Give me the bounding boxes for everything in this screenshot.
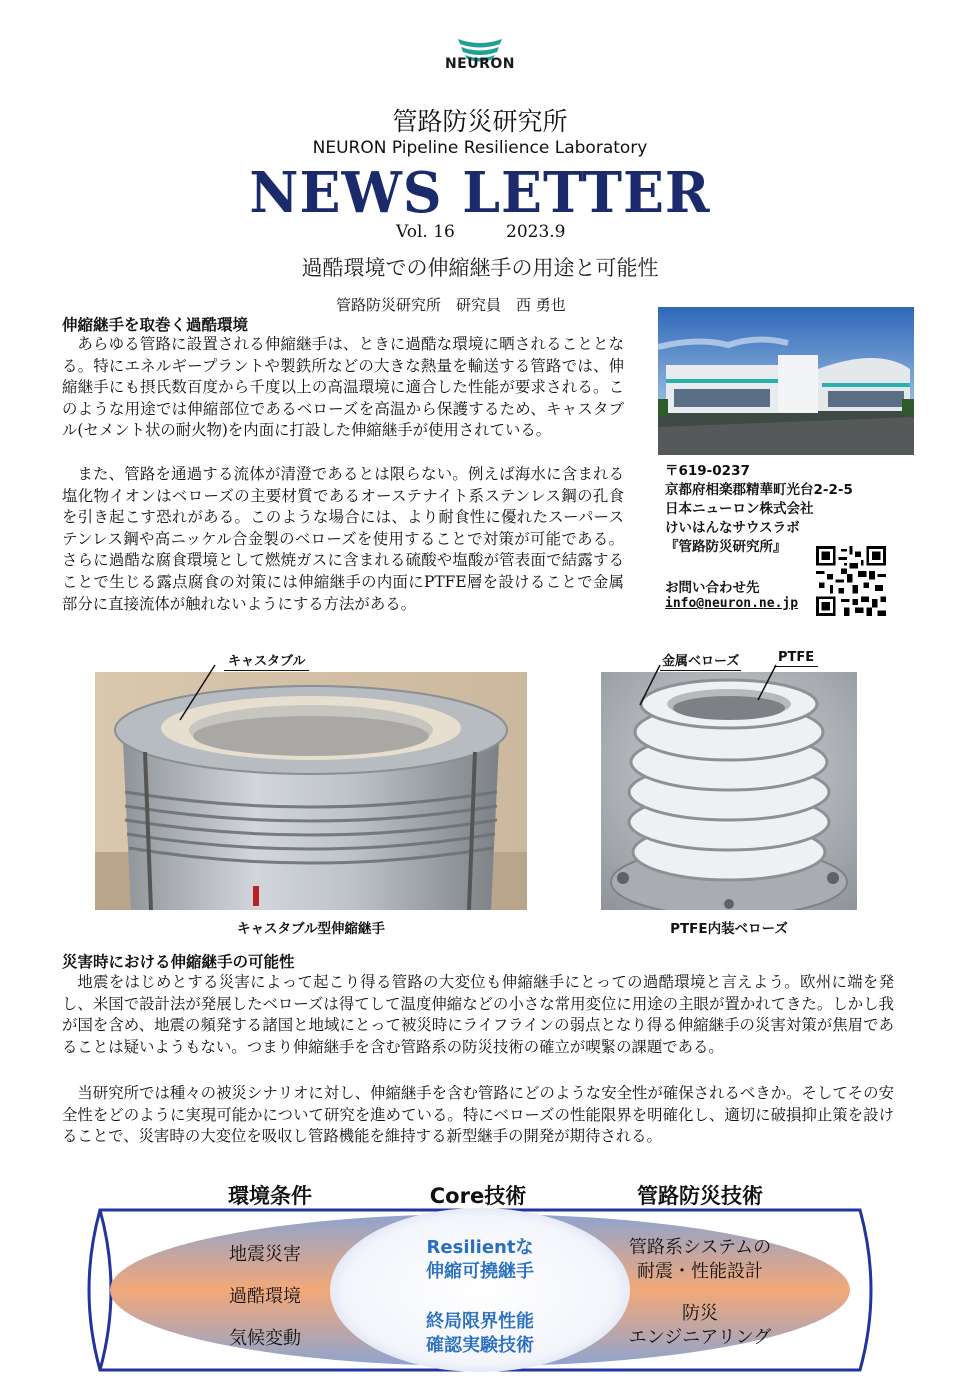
laboratory-building-photo xyxy=(658,307,914,455)
institute-name-en: NEURON Pipeline Resilience Laboratory xyxy=(312,138,648,158)
callout-metal-bellows: 金属ベローズ xyxy=(660,650,741,671)
env-item: 気候変動 xyxy=(229,1328,301,1349)
issue-date: 2023.9 xyxy=(506,222,566,242)
newsletter-title: NEWS LETTER xyxy=(249,160,711,226)
callout-castable: キャスタブル xyxy=(224,650,309,671)
column-heading-core: Core技術 xyxy=(429,1184,527,1208)
core-item-line: Resilientな xyxy=(426,1237,534,1258)
column-heading-environment: 環境条件 xyxy=(228,1184,312,1208)
lab-name: 『管路防災研究所』 xyxy=(665,539,787,555)
caption-castable-joint: キャスタブル型伸縮継手 xyxy=(237,921,385,937)
core-item-line: 確認実験技術 xyxy=(426,1335,534,1356)
pipe-concept-diagram xyxy=(0,1200,960,1387)
env-item: 過酷環境 xyxy=(229,1286,301,1307)
section-heading-harsh-environment: 伸縮継手を取巻く過酷環境 xyxy=(62,316,249,334)
core-item-line: 伸縮可撓継手 xyxy=(426,1261,534,1282)
contact-label: お問い合わせ先 xyxy=(665,580,760,596)
castable-expansion-joint-photo xyxy=(95,672,527,910)
callout-ptfe: PTFE xyxy=(774,650,818,667)
contact-email-link[interactable]: info@neuron.ne.jp xyxy=(665,596,799,611)
body-paragraph: 地震をはじめとする災害によって起こり得る管路の大変位も伸縮継手にとっての過酷環境と言えよう。欧州に端を発し、米国で設計法が発展したベローズは得てして温度伸縮などの小さな常用変位に用途の主眼が置かれてきた。しかし我が国を含め、地震の頻発する諸国と地域にとって被災時にライフラインの弱点となり得る伸縮継手の災害対策が焦眉であることは疑いようもない。つまり伸縮継手を含む管路系の防災技術の確立が喫緊の課題である。 xyxy=(62,973,894,1056)
tech-item-line: エンジニアリング xyxy=(628,1327,772,1348)
company-name: 日本ニューロン株式会社 xyxy=(665,501,814,517)
tech-item-line: 耐震・性能設計 xyxy=(637,1261,763,1282)
body-paragraph: また、管路を通過する流体が清澄であるとは限らない。例えば海水に含まれる塩化物イオンはベローズの主要材質であるオーステナイト系ステンレス鋼の孔食を引き起こす恐れがある。このような場合には、より耐食性に優れたスーパーステンレス鋼や高ニッケル合金製のベローズを使用することで対策が可能である。さらに過酷な腐食環境として燃焼ガスに含まれる硫酸や塩酸が管表面で結露することで生じる露点腐食の対策には伸縮継手の内面にPTFE層を設けることで金属部分に直接流体が触れないようにする方法がある。 xyxy=(62,465,624,613)
ptfe-lined-bellows-photo xyxy=(601,672,857,910)
tech-item-disaster-engineering xyxy=(600,1302,800,1350)
body-paragraph: 当研究所では種々の被災シナリオに対し、伸縮継手を含む管路にどのような安全性が確保されるべきか。そしてその安全性をどのように実現可能かについて研究を進めている。特にベローズの性能限界を明確化し、適切に破損抑止策を設けることで、災害時の大変位を吸収し管路機能を維持する新型継手の開発が期待される。 xyxy=(62,1084,894,1146)
qr-code-icon[interactable] xyxy=(816,546,886,616)
tech-item-seismic-design xyxy=(600,1236,800,1284)
column-heading-tech: 管路防災技術 xyxy=(637,1184,763,1208)
institute-name-jp: 管路防災研究所 xyxy=(392,107,568,136)
volume-label: Vol. 16 xyxy=(396,222,455,242)
postal-code: 〒619-0237 xyxy=(665,463,750,479)
tech-item-line: 管路系システムの xyxy=(628,1237,772,1258)
caption-ptfe-bellows: PTFE内装ベローズ xyxy=(670,921,788,937)
body-paragraph: あらゆる管路に設置される伸縮継手は、ときに過酷な環境に晒されることとなる。特にエネルギープラントや製鉄所などの大きな熱量を輸送する管路では、伸縮継手にも摂氏数百度から千度以上の高温環境に適合した性能が要求される。このような用途では伸縮部位であるベローズを高温から保護するため、キャスタブル(セメント状の耐火物)を内面に打設した伸縮継手が使用されている。 xyxy=(62,335,624,440)
section-heading-disaster: 災害時における伸縮継手の可能性 xyxy=(62,953,295,971)
article-title: 過酷環境での伸縮継手の用途と可能性 xyxy=(301,256,659,280)
author-line: 管路防災研究所 研究員 西 勇也 xyxy=(336,296,566,314)
address-line: 京都府相楽郡精華町光台2-2-5 xyxy=(665,482,853,498)
core-item-resilient-joint xyxy=(380,1236,580,1284)
core-item-line: 終局限界性能 xyxy=(426,1311,534,1332)
env-item: 地震災害 xyxy=(229,1244,301,1265)
core-item-limit-testing xyxy=(380,1310,580,1358)
tech-item-line: 防災 xyxy=(682,1303,718,1324)
address-block xyxy=(665,462,853,557)
site-name: けいはんなサウスラボ xyxy=(665,520,800,536)
brand-name: NEURON xyxy=(444,56,516,72)
